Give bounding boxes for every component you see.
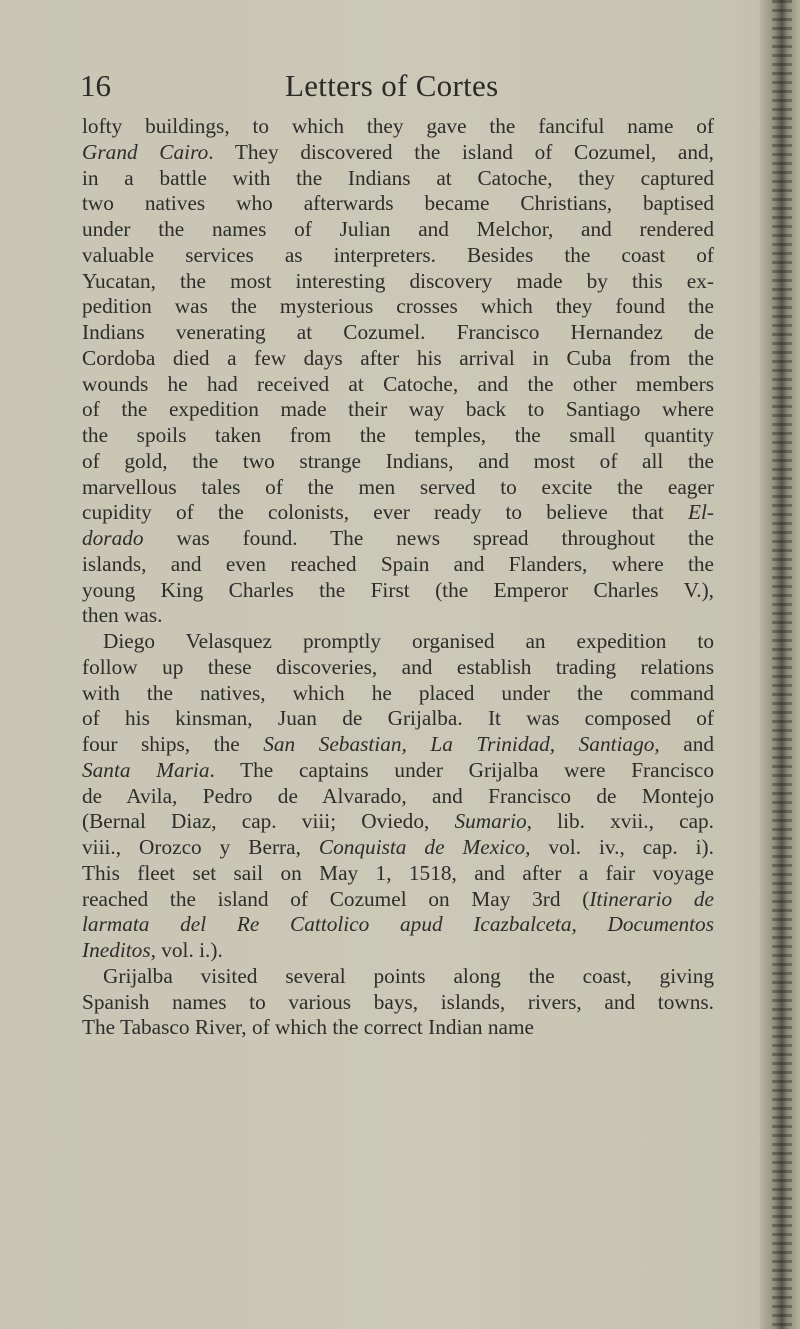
text-run: follow up these discoveries, and establish trading relations [82,654,714,679]
text-run: of gold, the two strange Indians, and most of all the [82,448,714,473]
text-line [82,784,714,810]
running-title: Letters of Cortes [285,68,499,103]
text-line [82,320,714,346]
text-line [82,449,714,475]
text-run: The Tabasco River, of which the correct Indian name [82,1015,535,1040]
text-line [82,140,714,166]
text-line [82,706,714,732]
text-line [82,397,714,423]
italic-text-run: dorado [82,526,144,550]
text-run: . They discovered the island of Cozumel, and, [208,139,714,164]
text-run: This fleet set sail on May 1, 1518, and after a fair voyage [82,860,714,885]
text-line [82,526,714,552]
text-line [82,990,714,1016]
text-run: Grijalba visited several points along the coast, giving [103,963,714,988]
text-run: Spanish names to various bays, islands, rivers, and towns. [82,989,714,1014]
text-line [82,964,714,990]
text-run: vol. iv., cap. i). [530,835,714,859]
text-run: and [659,732,714,756]
text-line [82,500,714,526]
text-run: was found. The news spread throughout the [143,526,714,550]
text-line [82,1015,714,1041]
text-run: marvellous tales of the men served to excite the eager [82,474,714,499]
text-line [82,166,714,192]
text-run: the spoils taken from the temples, the small quantity [82,423,714,447]
italic-text-run: Grand Cairo [82,139,209,164]
text-run: cupidity of the colonists, ever ready to believe that [82,500,688,525]
italic-text-run: Santa Maria [82,757,210,782]
text-run: de Avila, Pedro de Alvarado, and Francisco de Montejo [82,783,714,808]
text-line [82,681,714,707]
text-line [82,552,714,578]
body-text [82,114,714,1041]
text-run: pedition was the mysterious crosses which they found the [82,294,714,319]
italic-text-run: larmata del Re Cattolico apud Icazbalceta, Documentos [82,912,714,937]
text-line [82,938,714,964]
italic-text-run: San Sebastian, La Trinidad, Santiago, [263,732,660,756]
text-run: in a battle with the Indians at Catoche, they captured [82,165,714,190]
text-line [82,243,714,269]
text-line [82,294,714,320]
text-line [82,423,714,449]
text-run: with the natives, which he placed under the command [82,680,714,705]
text-run: young King Charles the First (the Emperor Charles V.), [82,577,714,602]
text-line [82,835,714,861]
page-number: 16 [80,68,111,103]
text-run: four ships, the [82,732,264,756]
text-run: lofty buildings, to which they gave the fanciful name of [82,114,714,138]
text-run: lib. xvii., cap. [532,809,714,834]
text-line [82,629,714,655]
text-run: (Bernal Diaz, cap. viii; Oviedo, [82,809,455,834]
text-line [82,809,714,835]
text-run: wounds he had received at Catoche, and the other members [82,371,714,396]
text-line [82,732,714,758]
text-line [82,861,714,887]
text-line [82,217,714,243]
italic-text-run: El- [687,500,714,525]
text-run: vol. i.). [155,938,223,962]
binding-stitches [772,0,792,1329]
text-line [82,758,714,784]
text-line [82,912,714,938]
text-line [82,191,714,217]
italic-text-run: Itinerario de [589,886,714,911]
italic-text-run: Sumario, [454,809,532,834]
text-run: of the expedition made their way back to Santiago where [82,397,714,422]
text-run: reached the island of Cozumel on May 3rd ( [82,886,590,911]
text-line [82,372,714,398]
text-run: two natives who afterwards became Christians, baptised [82,191,714,216]
text-line [82,346,714,372]
text-run: of his kinsman, Juan de Grijalba. It was composed of [82,706,714,731]
text-run: Indians venerating at Cozumel. Francisco Hernandez de [82,320,714,344]
text-run: . The captains under Grijalba were Francisco [209,757,714,782]
text-line [82,114,714,140]
text-run: under the names of Julian and Melchor, and rendered [82,217,714,241]
text-line [82,475,714,501]
page-header [80,68,710,108]
text-line [82,578,714,604]
text-run: Diego Velasquez promptly organised an expedition to [103,629,714,653]
text-line [82,603,714,629]
italic-text-run: Ineditos, [82,938,156,962]
text-run: viii., Orozco y Berra, [82,835,319,859]
text-run: Cordoba died a few days after his arrival in Cuba from the [82,345,714,370]
italic-text-run: Conquista de Mexico, [318,835,531,859]
text-run: Yucatan, the most interesting discovery made by this ex- [82,268,714,293]
text-run: islands, and even reached Spain and Flanders, where the [82,551,714,576]
text-run: then was. [82,603,163,628]
text-line [82,887,714,913]
text-run: valuable services as interpreters. Besides the coast of [82,242,714,267]
text-line [82,269,714,295]
text-line [82,655,714,681]
